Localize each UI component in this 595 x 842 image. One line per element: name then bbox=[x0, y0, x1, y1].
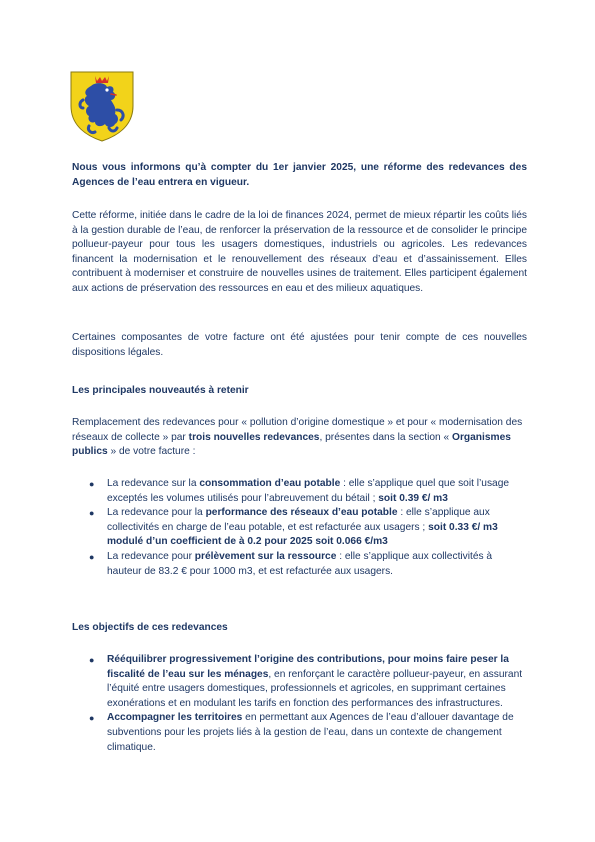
bullet-dot-icon: ● bbox=[89, 508, 95, 519]
replacement-text-3: » de votre facture : bbox=[107, 446, 196, 458]
intro-paragraph: Nous vous informons qu’à compter du 1er janvier 2025, une réforme des redevances des Agences de l’eau entrera en vigueur. bbox=[72, 162, 527, 188]
replacement-paragraph bbox=[72, 416, 527, 460]
list-item bbox=[72, 653, 527, 711]
list-item-text: : elle s’applique aux collectivités à hauteur de 83.2 € pour 1000 m3, et est refacturée aux usagers. bbox=[107, 550, 493, 577]
redevances-list bbox=[72, 477, 527, 579]
replacement-text-1: Remplacement des redevances pour « pollution d’origine domestique » et pour « modernisation des réseaux de collecte » par bbox=[72, 417, 523, 443]
list-item-text: La redevance pour bbox=[107, 550, 195, 562]
list-item-text: : elle s’applique aux collectivités en charge de l’eau potable, et est refacturée aux usagers ; bbox=[107, 507, 490, 533]
section-heading-nouveautes: Les principales nouveautés à retenir bbox=[72, 385, 249, 396]
list-item-text: en permettant aux Agences de l’eau d’allouer davantage de subventions pour les projets liés à la gestion de l’eau, dans un contexte de changement climatique. bbox=[107, 712, 514, 753]
replacement-bold-2: Organismes publics bbox=[72, 431, 511, 458]
list-item-bold: Accompagner les territoires bbox=[107, 712, 243, 724]
coat-of-arms-lion-icon bbox=[69, 70, 135, 142]
list-item-bold: soit 0.33 €/ m3 modulé d’un coefficient de à 0.2 pour 2025 soit 0.066 €/m3 bbox=[107, 521, 498, 548]
list-item bbox=[72, 506, 527, 550]
list-item-text: : elle s’applique quel que soit l’usage exceptés les volumes utilisés pour l’abreuvement du bétail ; bbox=[107, 478, 510, 504]
list-item bbox=[72, 550, 527, 579]
bullet-dot-icon: ● bbox=[89, 713, 95, 724]
list-item-bold: Rééquilibrer progressivement l’origine des contributions, pour moins faire peser la fiscalité de l’eau sur les ménages bbox=[107, 654, 509, 680]
list-item-bold: performance des réseaux d’eau potable bbox=[205, 507, 398, 519]
objectifs-list bbox=[72, 653, 527, 755]
bullet-dot-icon: ● bbox=[89, 551, 95, 562]
reform-paragraph: Cette réforme, initiée dans le cadre de la loi de finances 2024, permet de mieux répartir les coûts liés à la gestion durable de l’eau, de renforcer la préservation de la ressource et de consolider le principe pollueur-payeur pour tous les usagers domestiques, industriels ou agricoles. Les redevances financent la modernisation et le renouvellement des réseaux d’eau et d’assainissement. Elles contribuent à moderniser et construire de nouvelles usines de traitement. Elles participent également aux actions de préservation des ressources en eau et des milieux aquatiques. bbox=[72, 210, 527, 294]
bullet-dot-icon: ● bbox=[89, 655, 95, 665]
list-item-text: , en renforçant le caractère pollueur-payeur, en assurant l’équité entre usagers domestiques, professionnels et agricoles, en supprimant certaines exonérations et en modulant les tarifs en fonction des performances des infrastructures. bbox=[107, 668, 523, 709]
list-item bbox=[72, 711, 527, 755]
replacement-text-2: , présentes dans la section « bbox=[319, 431, 453, 443]
list-item-bold: prélèvement sur la ressource bbox=[194, 550, 337, 562]
bullet-dot-icon: ● bbox=[89, 479, 95, 489]
list-item-bold: soit 0.39 €/ m3 bbox=[378, 492, 448, 504]
list-item bbox=[72, 477, 527, 506]
list-item-text: La redevance pour la bbox=[107, 507, 206, 519]
list-item-bold: consommation d’eau potable bbox=[199, 478, 341, 489]
list-item-text: La redevance sur la bbox=[107, 478, 200, 489]
adjustments-paragraph: Certaines composantes de votre facture ont été ajustées pour tenir compte de ces nouvelles dispositions légales. bbox=[72, 332, 527, 358]
section-heading-objectifs: Les objectifs de ces redevances bbox=[72, 622, 228, 633]
replacement-bold-1: trois nouvelles redevances bbox=[188, 431, 320, 443]
